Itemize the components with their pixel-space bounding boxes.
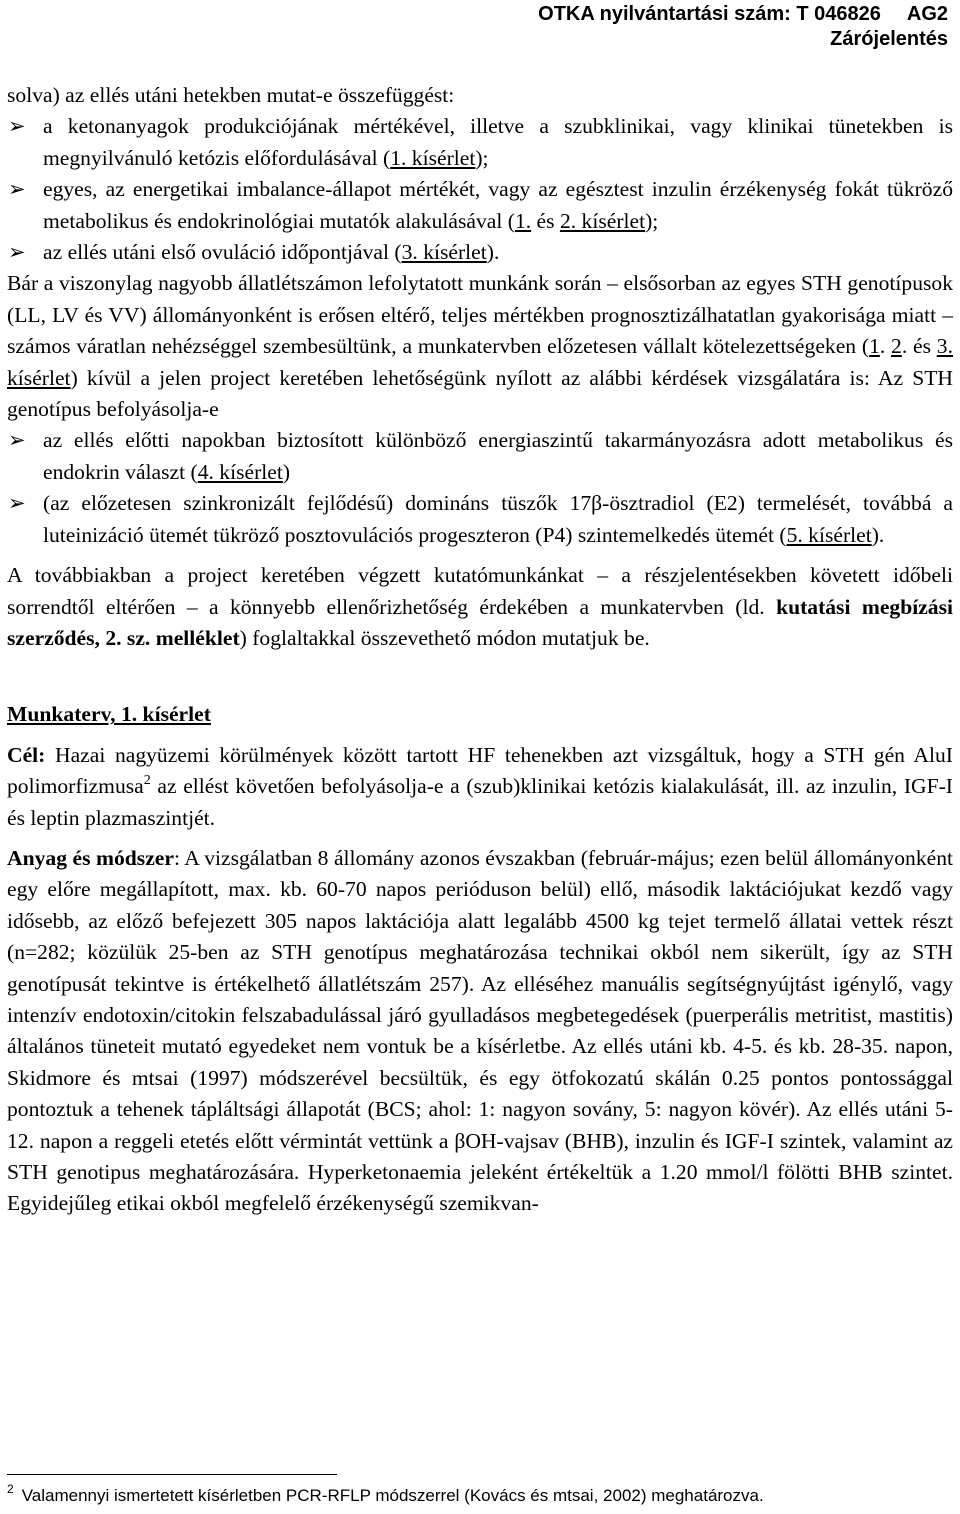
project-code: AG2	[906, 3, 948, 25]
bullet-item: ➢ az ellés előtti napokban biztosított különböző energiaszintű takarmányozásra adott metabolikus és endokrin választ (4. kísérlet)	[7, 425, 953, 488]
experiment-ref: 2. kísérlet	[559, 208, 646, 233]
experiment-ref: 1	[869, 334, 880, 359]
document-body	[7, 80, 953, 1220]
methods-paragraph: Anyag és módszer: A vizsgálatban 8 állomány azonos évszakban (február-május; ezen belül állományonként egy előre megállapított, max. kb. 60-70 napos perióduson belül) ellő, második laktációjukat kezdő vagy idősebb, az előző befejezett 305 napos laktációja alatt legalább 4500 kg tejet termelő állatai vettek részt (n=282; közülük 25-ben az STH genotípus meghatározása technikai okból nem sikerült, így az STH genotípusát tekintve is értékelhető állatlétszám 257). Az elléséhez manuális segítségnyújtást igénylő, vagy intenzív endotoxin/citokin felszabadulással járó gyulladásos megbetegedések (puerperális metritist, mastitis) általános tüneteit mutató egyedeket nem vontuk be a kísérletbe. Az ellés utáni kb. 4-5. és kb. 28-35. napon, Skidmore és mtsai (1997) módszerével becsültük, és egy ötfokozatú skálán 0.25 pontos pontossággal pontoztuk a tehenek tápláltsági állapotát (BCS; ahol: 1: nagyon sovány, 5: nagyon kövér). Az ellés utáni 5-12. napon a reggeli etetés előtt vérmintát vettünk a βOH-vajsav (BHB), inzulin és IGF-I szintek, valamint az STH genotipus meghatározására. Hyperketonaemia jeleként értékeltük a 1.20 mmol/l fölötti BHB szintet. Egyidejűleg etikai okból megfelelő érzékenységű szemikvan-	[7, 845, 953, 1216]
arrow-bullet-icon: ➢	[8, 491, 26, 516]
aim-paragraph: Cél: Hazai nagyüzemi körülmények között tartott HF tehenekben azt vizsgáltuk, hogy a STH gén AluI polimorfizmusa$^2$ az ellést követően befolyásolja-e a (szub)klinikai ketózis kialakulását, ill. az inzulin, IGF-I és leptin plazmaszintjét.	[7, 742, 953, 830]
paragraph: Bár a viszonylag nagyobb állatlétszámon lefolytatott munkánk során – elsősorban az egyes STH genotípusok (LL, LV és VV) állományonként is erősen eltérő, teljes mértékben prognosztizálhatatlan gyakorisága miatt – számos váratlan nehézséggel szembesültünk, a munkatervben előzetesen vállalt kötelezettségeken (1. 2. és 3. kísérlet) kívül a jelen project keretében lehetőségünk nyílott az alábbi kérdések vizsgálatára is: Az STH genotípus befolyásolja-e	[7, 271, 953, 422]
footnote-number: 2	[7, 1482, 14, 1496]
bullet-item: ➢ a ketonanyagok produkciójának mértékével, illetve a szubklinikai, vagy klinikai tünetekben is megnyilvánuló ketózis előfordulásával (1. kísérlet);	[7, 111, 953, 174]
bullet-list-1	[7, 111, 953, 268]
footnote-marker: 2	[143, 773, 151, 789]
footnote	[7, 1478, 953, 1507]
footnote-divider	[7, 1474, 337, 1475]
experiment-ref: 1.	[514, 208, 532, 233]
section-title: Munkaterv, 1. kísérlet	[7, 702, 211, 727]
bullet-item: ➢ az ellés utáni első ovuláció időpontjával (3. kísérlet).	[7, 237, 953, 268]
methods-label: Anyag és módszer	[7, 845, 174, 870]
page-header	[538, 2, 948, 52]
arrow-bullet-icon: ➢	[8, 428, 26, 453]
arrow-bullet-icon: ➢	[8, 114, 26, 139]
bullet-item: ➢ (az előzetesen szinkronizált fejlődésű) domináns tüszők 17β-ösztradiol (E2) termelését, továbbá a luteinizáció ütemét tükröző posztovulációs progeszteron (P4) szintemelkedés ütemét (5. kísérlet).	[7, 488, 953, 551]
bullet-item: ➢ egyes, az energetikai imbalance-állapot mértékét, vagy az egésztest inzulin érzékenység fokát tükröző metabolikus és endokrinológiai mutatók alakulásával (1. és 2. kísérlet);	[7, 174, 953, 237]
header-line-1	[538, 2, 948, 27]
footnote-text: Valamennyi ismertetett kísérletben PCR-RFLP módszerrel (Kovács és mtsai, 2002) meghatározva.	[21, 1486, 764, 1505]
experiment-ref: 1. kísérlet	[390, 145, 476, 170]
experiment-ref: 2	[891, 334, 902, 359]
intro-line: solva) az ellés utáni hetekben mutat-e összefüggést:	[7, 83, 455, 107]
arrow-bullet-icon: ➢	[8, 177, 26, 202]
experiment-ref: 3. kísérlet	[401, 240, 487, 265]
paragraph: A továbbiakban a project keretében végzett kutatómunkánkat – a részjelentésekben követett időbeli sorrendtől eltérően – a könnyebb ellenőrizhetőség érdekében a munkatervben (ld. kutatási megbízási szerződés, 2. sz. melléklet) foglaltakkal összevethető módon mutatjuk be.	[7, 563, 953, 650]
experiment-ref: 5. kísérlet	[786, 522, 872, 547]
experiment-ref: 3. kísérlet	[7, 334, 953, 390]
header-report-type: Zárójelentés	[830, 28, 948, 50]
arrow-bullet-icon: ➢	[8, 240, 26, 265]
otka-registration: OTKA nyilvántartási szám: T 046826	[538, 3, 881, 25]
bullet-list-2	[7, 425, 953, 551]
contract-reference: kutatási megbízási szerződés, 2. sz. melléklet	[7, 594, 953, 650]
experiment-ref: 4. kísérlet	[197, 459, 283, 484]
aim-label: Cél:	[7, 742, 46, 767]
